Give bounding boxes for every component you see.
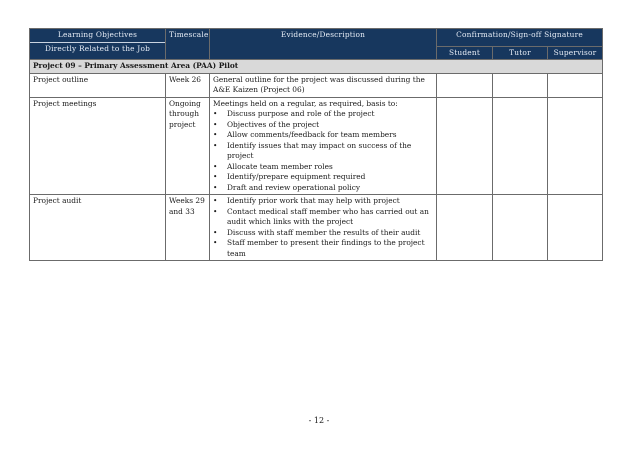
- timescale-header: Timescale: [166, 29, 210, 60]
- student-header: Student: [437, 47, 493, 60]
- bullet-item: • Contact medical staff member who has carried out an audit which links with the project: [223, 207, 433, 228]
- tutor-signoff-cell: [493, 97, 548, 195]
- table-header-row: [30, 29, 603, 47]
- bullet-item: • Draft and review operational policy: [223, 183, 433, 194]
- timescale-cell: Ongoing through project: [166, 97, 210, 195]
- student-signoff-cell: [437, 73, 493, 97]
- table-row: [30, 97, 603, 195]
- bullet-list: [213, 196, 433, 259]
- learning-log-table: [29, 28, 603, 261]
- objective-cell: Project meetings: [30, 97, 166, 195]
- description-cell: [210, 73, 437, 97]
- student-signoff-cell: [437, 195, 493, 261]
- evidence-description-header: Evidence/Description: [210, 29, 437, 60]
- bullet-item: • Discuss purpose and role of the project: [223, 109, 433, 120]
- bullet-item: • Identify prior work that may help with project: [223, 196, 433, 207]
- project-title-row: [30, 60, 603, 74]
- signoff-header: Confirmation/Sign-off Signature: [437, 29, 603, 47]
- bullet-item: • Identify/prepare equipment required: [223, 172, 433, 183]
- description-cell: [210, 97, 437, 195]
- project-title: Project 09 – Primary Assessment Area (PAA) Pilot: [30, 60, 603, 74]
- tutor-header: Tutor: [493, 47, 548, 60]
- tutor-signoff-cell: [493, 195, 548, 261]
- bullet-item: • Discuss with staff member the results of their audit: [223, 228, 433, 239]
- supervisor-signoff-cell: [548, 97, 603, 195]
- supervisor-signoff-cell: [548, 73, 603, 97]
- description-text: General outline for the project was discussed during the A&E Kaizen (Project 06): [213, 74, 425, 94]
- page-number: - 12 -: [308, 416, 330, 425]
- bullet-item: • Allow comments/feedback for team members: [223, 130, 433, 141]
- bullet-item: • Staff member to present their findings to the project team: [223, 238, 433, 259]
- learning-objectives-header: [30, 29, 166, 60]
- table-row: [30, 73, 603, 97]
- timescale-cell: Weeks 29 and 33: [166, 195, 210, 261]
- bullet-item: • Allocate team member roles: [223, 162, 433, 173]
- objective-cell: Project audit: [30, 195, 166, 261]
- bullet-item: • Identify issues that may impact on success of the project: [223, 141, 433, 162]
- supervisor-header: Supervisor: [548, 47, 603, 60]
- bullet-item: • Objectives of the project: [223, 120, 433, 131]
- bullet-list: [213, 109, 433, 193]
- table-row: [30, 195, 603, 261]
- description-cell: [210, 195, 437, 261]
- objective-cell: Project outline: [30, 73, 166, 97]
- description-text: Meetings held on a regular, as required, basis to:: [213, 98, 398, 108]
- supervisor-signoff-cell: [548, 195, 603, 261]
- learning-objectives-header-line1: Learning Objectives: [30, 29, 165, 43]
- student-signoff-cell: [437, 97, 493, 195]
- learning-objectives-header-line2: Directly Related to the Job: [44, 43, 151, 53]
- tutor-signoff-cell: [493, 73, 548, 97]
- timescale-cell: Week 26: [166, 73, 210, 97]
